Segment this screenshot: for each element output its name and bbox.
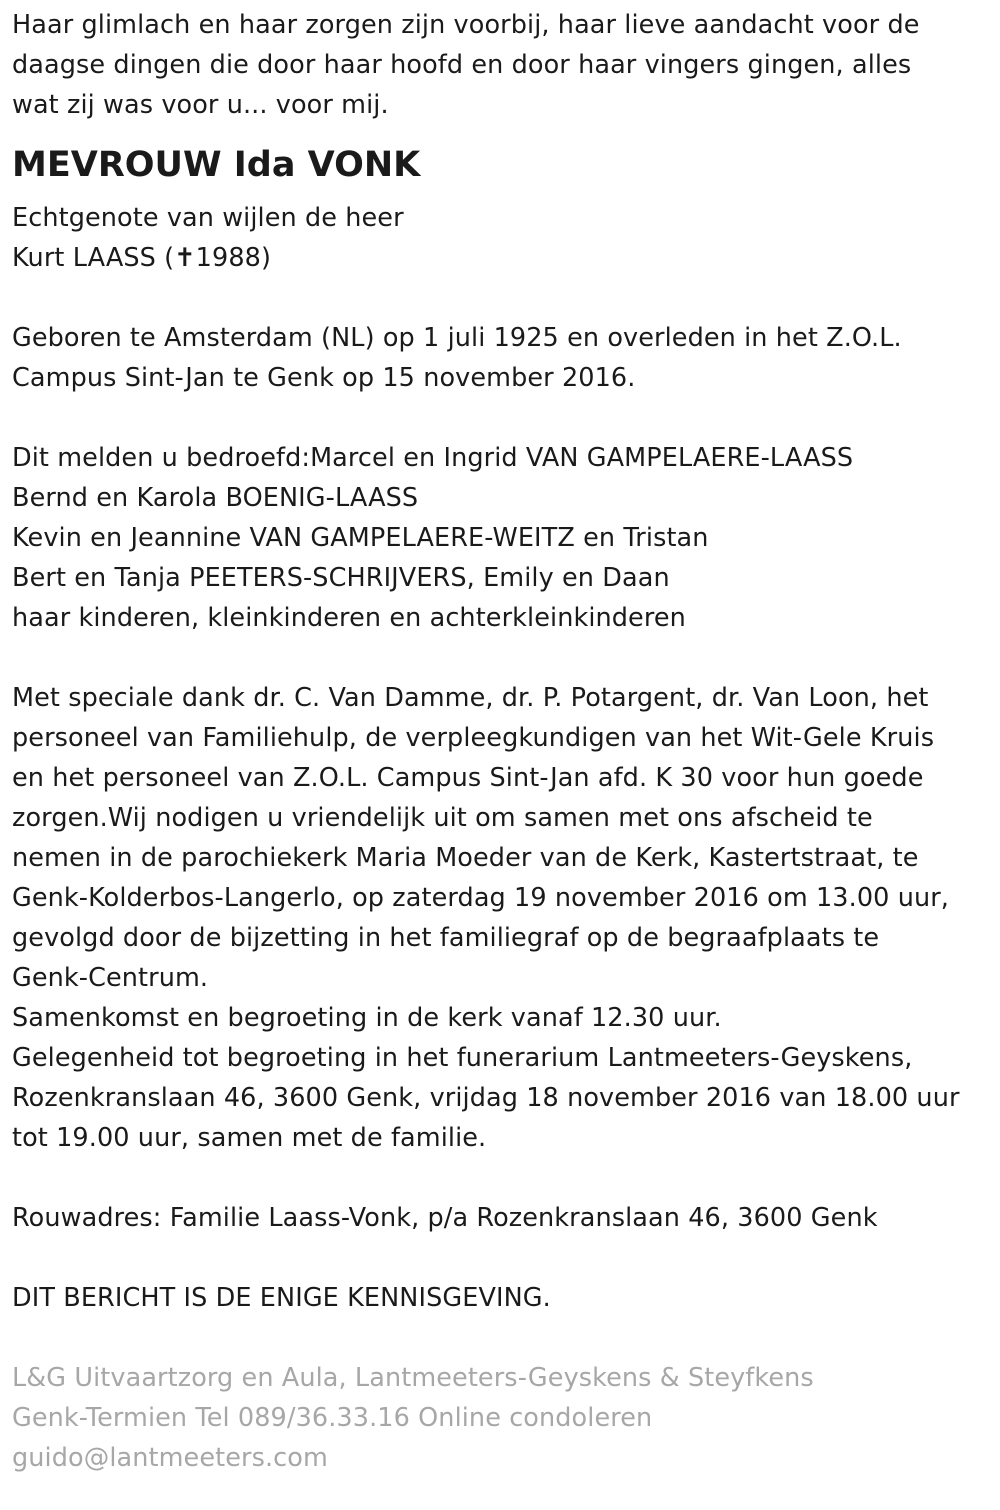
thanks-line: Samenkomst en begroeting in de kerk vanaf 12.30 uur. — [12, 1003, 722, 1033]
spouse-line: Echtgenote van wijlen de heer — [12, 203, 404, 233]
thanks-line: tot 19.00 uur, samen met de familie. — [12, 1123, 487, 1153]
thanks-block — [12, 678, 988, 1158]
thanks-line: Genk-Centrum. — [12, 963, 209, 993]
spacer — [12, 278, 988, 318]
footer-line: Genk-Termien Tel 089/36.33.16 Online condoleren — [12, 1403, 653, 1433]
intro-line: daagse dingen die door haar hoofd en door haar vingers gingen, alles — [12, 50, 912, 80]
thanks-line: personeel van Familiehulp, de verpleegkundigen van het Wit-Gele Kruis — [12, 723, 935, 753]
family-line: Dit melden u bedroefd:Marcel en Ingrid VAN GAMPELAERE-LAASS — [12, 443, 854, 473]
family-line: Bernd en Karola BOENIG-LAASS — [12, 483, 419, 513]
family-line: Bert en Tanja PEETERS-SCHRIJVERS, Emily en Daan — [12, 563, 670, 593]
family-line: haar kinderen, kleinkinderen en achterkleinkinderen — [12, 603, 686, 633]
birth-line: Campus Sint-Jan te Genk op 15 november 2016. — [12, 363, 636, 393]
thanks-line: Met speciale dank dr. C. Van Damme, dr. P. Potargent, dr. Van Loon, het — [12, 683, 929, 713]
footer-line: L&G Uitvaartzorg en Aula, Lantmeeters-Geyskens & Steyfkens — [12, 1363, 814, 1393]
intro-line: Haar glimlach en haar zorgen zijn voorbij, haar lieve aandacht voor de — [12, 10, 920, 40]
thanks-line: Gelegenheid tot begroeting in het funerarium Lantmeeters-Geyskens, — [12, 1043, 913, 1073]
spacer — [12, 1238, 988, 1278]
thanks-line: zorgen.Wij nodigen u vriendelijk uit om samen met ons afscheid te — [12, 803, 873, 833]
intro-verse — [12, 0, 988, 125]
mourning-address: Rouwadres: Familie Laass-Vonk, p/a Rozenkranslaan 46, 3600 Genk — [12, 1203, 878, 1233]
spacer — [12, 398, 988, 438]
thanks-line: gevolgd door de bijzetting in het familiegraf op de begraafplaats te — [12, 923, 880, 953]
notice-statement: DIT BERICHT IS DE ENIGE KENNISGEVING. — [12, 1283, 551, 1313]
spouse-line: Kurt LAASS (✝1988) — [12, 243, 272, 273]
spacer — [12, 638, 988, 678]
family-block — [12, 438, 988, 638]
thanks-line: nemen in de parochiekerk Maria Moeder van de Kerk, Kastertstraat, te — [12, 843, 919, 873]
deceased-name: MEVROUW Ida VONK — [12, 145, 421, 185]
footer-email: guido@lantmeeters.com — [12, 1443, 328, 1473]
thanks-line: Rozenkranslaan 46, 3600 Genk, vrijdag 18 november 2016 van 18.00 uur — [12, 1083, 960, 1113]
birth-death-block — [12, 318, 988, 398]
intro-line: wat zij was voor u... voor mij. — [12, 90, 389, 120]
birth-line: Geboren te Amsterdam (NL) op 1 juli 1925 en overleden in het Z.O.L. — [12, 323, 902, 353]
funeral-home-footer — [12, 1358, 988, 1478]
family-line: Kevin en Jeannine VAN GAMPELAERE-WEITZ en Tristan — [12, 523, 709, 553]
thanks-line: Genk-Kolderbos-Langerlo, op zaterdag 19 november 2016 om 13.00 uur, — [12, 883, 950, 913]
spacer — [12, 1318, 988, 1358]
spacer — [12, 1158, 988, 1198]
thanks-line: en het personeel van Z.O.L. Campus Sint-Jan afd. K 30 voor hun goede — [12, 763, 924, 793]
spouse-block — [12, 198, 988, 278]
